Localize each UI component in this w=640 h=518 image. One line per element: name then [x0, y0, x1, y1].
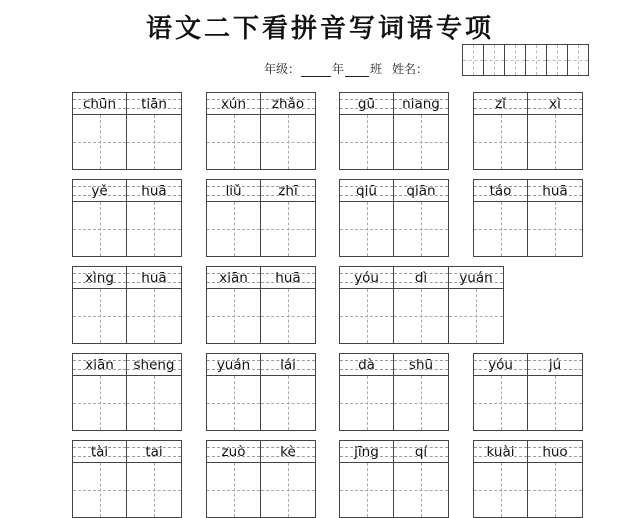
pinyin-box	[339, 353, 394, 375]
syllable-unit	[206, 353, 261, 431]
pinyin-box	[127, 92, 182, 114]
pinyin-text: kè	[280, 444, 296, 460]
pinyin-box	[72, 179, 127, 201]
word-block	[339, 266, 504, 344]
word-block	[206, 92, 316, 170]
syllable-unit	[261, 179, 316, 257]
tian-zi-ge-box[interactable]	[261, 201, 316, 257]
pinyin-text: zuò	[221, 444, 246, 460]
syllable-unit	[473, 179, 528, 257]
tian-zi-ge-box[interactable]	[528, 114, 583, 170]
tian-zi-ge-box[interactable]	[528, 201, 583, 257]
pinyin-text: qí	[414, 444, 428, 460]
pinyin-text: qiū	[356, 183, 377, 199]
name-label: 姓名：	[392, 62, 429, 76]
tian-zi-ge-box[interactable]	[528, 375, 583, 431]
pinyin-box	[339, 179, 394, 201]
syllable-unit	[394, 179, 449, 257]
syllable-unit	[206, 440, 261, 518]
word-block	[206, 179, 316, 257]
word-block	[72, 266, 182, 344]
pinyin-box	[261, 266, 316, 288]
syllable-unit	[339, 353, 394, 431]
word-block	[473, 353, 583, 431]
syllable-unit	[473, 353, 528, 431]
pinyin-text: zǐ	[495, 96, 506, 112]
name-cell[interactable]	[505, 45, 526, 75]
pinyin-box	[473, 353, 528, 375]
syllable-unit	[72, 353, 127, 431]
pinyin-text: yuán	[459, 270, 493, 286]
pinyin-box	[473, 440, 528, 462]
pinyin-text: dà	[358, 357, 375, 373]
word-block	[339, 353, 449, 431]
tian-zi-ge-box[interactable]	[394, 114, 449, 170]
tian-zi-ge-box[interactable]	[528, 462, 583, 518]
name-cell[interactable]	[463, 45, 484, 75]
tian-zi-ge-box[interactable]	[127, 462, 182, 518]
pinyin-text: chūn	[82, 96, 117, 112]
pinyin-text: huā	[141, 270, 167, 286]
syllable-unit	[394, 440, 449, 518]
pinyin-box	[72, 266, 127, 288]
word-block	[339, 440, 449, 518]
word-block	[473, 92, 583, 170]
pinyin-text: jīng	[354, 444, 379, 460]
grade-blank[interactable]	[301, 65, 331, 77]
syllable-unit	[261, 92, 316, 170]
tian-zi-ge-box[interactable]	[261, 462, 316, 518]
tian-zi-ge-box[interactable]	[261, 375, 316, 431]
tian-zi-ge-box[interactable]	[127, 201, 182, 257]
tian-zi-ge-box[interactable]	[127, 288, 182, 344]
pinyin-box	[528, 179, 583, 201]
pinyin-box	[72, 440, 127, 462]
pinyin-text: xìng	[85, 270, 114, 286]
pinyin-box	[473, 92, 528, 114]
word-block	[206, 266, 316, 344]
tian-zi-ge-box[interactable]	[339, 375, 394, 431]
syllable-unit	[72, 266, 127, 344]
tian-zi-ge-box[interactable]	[449, 288, 504, 344]
pinyin-text: dì	[414, 270, 428, 286]
student-info-line	[264, 60, 428, 77]
syllable-unit	[339, 266, 394, 344]
syllable-unit	[72, 440, 127, 518]
syllable-unit	[127, 440, 182, 518]
tian-zi-ge-box[interactable]	[206, 201, 261, 257]
pinyin-box	[127, 266, 182, 288]
pinyin-text: tài	[90, 444, 109, 460]
pinyin-box	[261, 353, 316, 375]
tian-zi-ge-box[interactable]	[72, 114, 127, 170]
tian-zi-ge-box[interactable]	[339, 201, 394, 257]
pinyin-text: xiān	[85, 357, 114, 373]
tian-zi-ge-box[interactable]	[339, 114, 394, 170]
pinyin-box	[72, 92, 127, 114]
pinyin-text: zhī	[278, 183, 298, 199]
syllable-unit	[127, 92, 182, 170]
word-block	[72, 92, 182, 170]
tian-zi-ge-box[interactable]	[473, 201, 528, 257]
pinyin-text: huā	[141, 183, 167, 199]
tian-zi-ge-box[interactable]	[394, 462, 449, 518]
pinyin-text: kuài	[486, 444, 515, 460]
pinyin-box	[394, 179, 449, 201]
syllable-unit	[261, 353, 316, 431]
syllable-unit	[206, 92, 261, 170]
grade-label: 年级：	[264, 62, 301, 76]
name-cell[interactable]	[526, 45, 547, 75]
class-blank[interactable]	[345, 65, 369, 77]
pinyin-text: yóu	[488, 357, 513, 373]
tian-zi-ge-box[interactable]	[206, 114, 261, 170]
pinyin-text: gū	[357, 96, 376, 112]
year-label: 年	[332, 62, 345, 76]
pinyin-text: tai	[145, 444, 163, 460]
syllable-unit	[394, 266, 449, 344]
tian-zi-ge-box[interactable]	[339, 462, 394, 518]
syllable-unit	[261, 266, 316, 344]
pinyin-box	[127, 353, 182, 375]
syllable-unit	[261, 440, 316, 518]
tian-zi-ge-box[interactable]	[473, 114, 528, 170]
pinyin-text: tiān	[141, 96, 167, 112]
pinyin-text: xì	[549, 96, 561, 112]
tian-zi-ge-box[interactable]	[394, 375, 449, 431]
tian-zi-ge-box[interactable]	[394, 201, 449, 257]
syllable-unit	[127, 179, 182, 257]
pinyin-text: huā	[542, 183, 568, 199]
tian-zi-ge-box[interactable]	[206, 375, 261, 431]
word-block	[206, 440, 316, 518]
pinyin-text: qiān	[406, 183, 436, 199]
pinyin-box	[127, 179, 182, 201]
pinyin-box	[528, 92, 583, 114]
pinyin-box	[206, 179, 261, 201]
pinyin-box	[206, 440, 261, 462]
pinyin-box	[394, 440, 449, 462]
pinyin-text: sheng	[133, 357, 175, 373]
syllable-unit	[206, 179, 261, 257]
worksheet-title: 语文二下看拼音写词语专项	[145, 14, 494, 44]
syllable-unit	[449, 266, 504, 344]
pinyin-text: jú	[548, 357, 562, 373]
pinyin-box	[528, 440, 583, 462]
syllable-unit	[339, 179, 394, 257]
syllable-unit	[528, 440, 583, 518]
pinyin-box	[127, 440, 182, 462]
tian-zi-ge-box[interactable]	[127, 375, 182, 431]
syllable-unit	[473, 440, 528, 518]
pinyin-text: yě	[91, 183, 108, 199]
tian-zi-ge-box[interactable]	[72, 288, 127, 344]
pinyin-text: liǔ	[225, 183, 242, 199]
tian-zi-ge-box[interactable]	[127, 114, 182, 170]
word-block	[72, 440, 182, 518]
pinyin-text: shū	[408, 357, 434, 373]
pinyin-box	[339, 440, 394, 462]
syllable-unit	[206, 266, 261, 344]
pinyin-text: xún	[220, 96, 247, 112]
syllable-unit	[339, 440, 394, 518]
word-block	[72, 179, 182, 257]
pinyin-box	[261, 92, 316, 114]
pinyin-text: huā	[275, 270, 301, 286]
syllable-unit	[339, 92, 394, 170]
name-cell[interactable]	[484, 45, 505, 75]
pinyin-box	[394, 92, 449, 114]
pinyin-text: yuán	[216, 357, 251, 373]
pinyin-box	[339, 266, 394, 288]
syllable-unit	[72, 179, 127, 257]
pinyin-box	[261, 440, 316, 462]
pinyin-box	[206, 92, 261, 114]
tian-zi-ge-box[interactable]	[72, 462, 127, 518]
syllable-unit	[528, 353, 583, 431]
tian-zi-ge-box[interactable]	[206, 462, 261, 518]
tian-zi-ge-box[interactable]	[473, 462, 528, 518]
pinyin-text: táo	[489, 183, 512, 199]
pinyin-box	[473, 179, 528, 201]
syllable-unit	[394, 353, 449, 431]
pinyin-box	[528, 353, 583, 375]
tian-zi-ge-box[interactable]	[72, 375, 127, 431]
tian-zi-ge-box[interactable]	[339, 288, 394, 344]
pinyin-text: zhǎo	[271, 96, 305, 112]
tian-zi-ge-box[interactable]	[206, 288, 261, 344]
tian-zi-ge-box[interactable]	[473, 375, 528, 431]
tian-zi-ge-box[interactable]	[261, 288, 316, 344]
syllable-unit	[394, 92, 449, 170]
word-block	[473, 179, 583, 257]
pinyin-box	[206, 353, 261, 375]
class-label: 班	[370, 62, 383, 76]
pinyin-box	[339, 92, 394, 114]
word-block	[206, 353, 316, 431]
word-block	[339, 92, 449, 170]
pinyin-box	[206, 266, 261, 288]
word-block	[473, 440, 583, 518]
word-block	[339, 179, 449, 257]
pinyin-box	[72, 353, 127, 375]
pinyin-text: lái	[280, 357, 296, 373]
pinyin-box	[261, 179, 316, 201]
name-cell[interactable]	[547, 45, 568, 75]
syllable-unit	[72, 92, 127, 170]
tian-zi-ge-box[interactable]	[72, 201, 127, 257]
name-cell[interactable]	[568, 45, 588, 75]
pinyin-text: niang	[402, 96, 440, 112]
syllable-unit	[528, 92, 583, 170]
pinyin-box	[394, 353, 449, 375]
name-grid[interactable]	[462, 44, 589, 76]
pinyin-box	[394, 266, 449, 288]
syllable-unit	[127, 266, 182, 344]
tian-zi-ge-box[interactable]	[261, 114, 316, 170]
pinyin-text: huo	[542, 444, 568, 460]
pinyin-text: yóu	[354, 270, 379, 286]
pinyin-box	[449, 266, 504, 288]
pinyin-text: xiān	[219, 270, 248, 286]
word-block	[72, 353, 182, 431]
syllable-unit	[473, 92, 528, 170]
syllable-unit	[528, 179, 583, 257]
syllable-unit	[127, 353, 182, 431]
tian-zi-ge-box[interactable]	[394, 288, 449, 344]
